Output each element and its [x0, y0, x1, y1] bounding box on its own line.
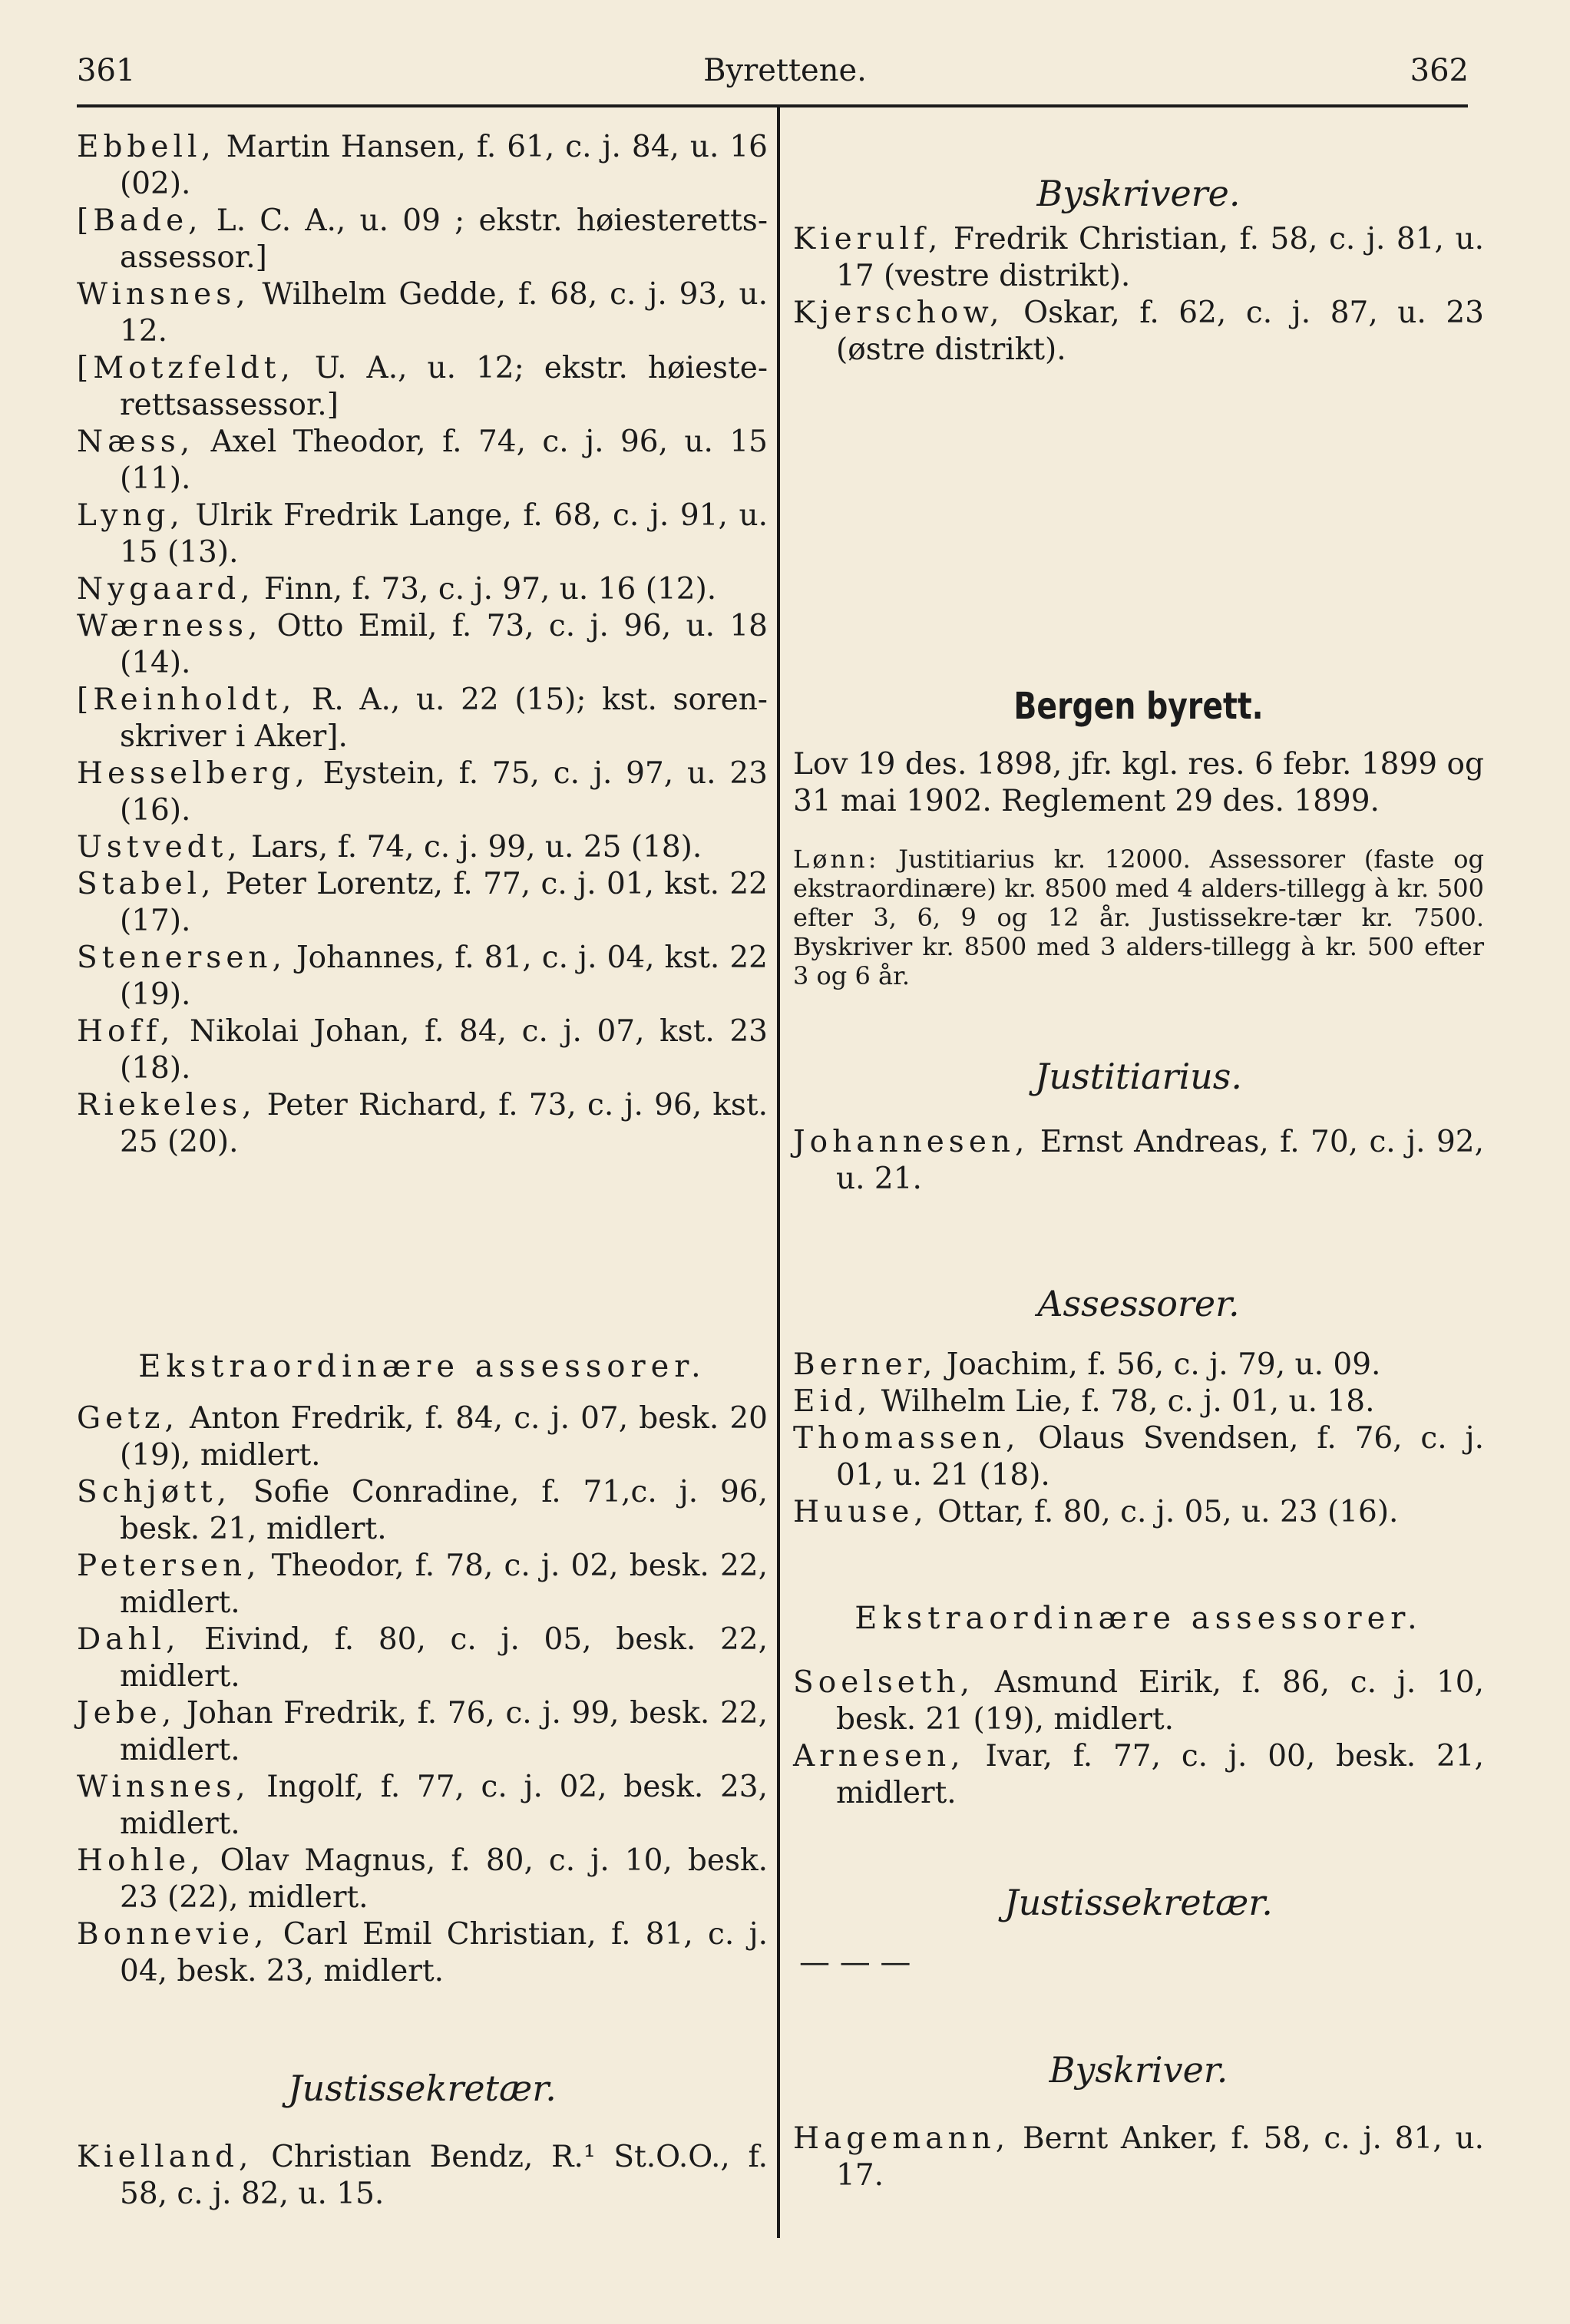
- list-item: [793, 1124, 1484, 1198]
- court-title: Bergen byrett.: [1013, 685, 1264, 728]
- entry-details: Sofie Conradine, f. 71,c. j. 96, besk. 21, midlert.: [120, 1475, 768, 1546]
- extraordinary-assessor-list: [77, 1400, 768, 1990]
- entry-details: Ernst Andreas, f. 70, c. j. 92, u. 21.: [836, 1125, 1484, 1196]
- list-item: [77, 1769, 768, 1843]
- section-heading-byskriver: Byskriver.: [1049, 2049, 1228, 2091]
- list-item: [77, 1622, 768, 1695]
- section-heading-assessorer: Assessorer.: [1037, 1283, 1240, 1324]
- list-item: [793, 1420, 1484, 1494]
- entry-surname: Thomassen,: [793, 1421, 1020, 1456]
- list-item: [77, 1916, 768, 1990]
- entry-details: Wilhelm Lie, f. 78, c. j. 01, u. 18.: [871, 1384, 1375, 1419]
- entry-details: Ottar, f. 80, c. j. 05, u. 23 (16).: [927, 1495, 1399, 1529]
- entry-details: Ingolf, f. 77, c. j. 02, besk. 23, midlert.: [120, 1770, 768, 1841]
- list-item: [793, 221, 1484, 295]
- entry-details: Ivar, f. 77, c. j. 00, besk. 21, midlert.: [836, 1739, 1484, 1810]
- list-item: [77, 866, 768, 940]
- entry-details: Joachim, f. 56, c. j. 79, u. 09.: [937, 1347, 1381, 1382]
- list-item: [77, 350, 768, 424]
- entry-surname: Wærness,: [77, 609, 263, 643]
- entry-surname: Johannesen,: [793, 1125, 1030, 1159]
- list-item: [793, 1738, 1484, 1812]
- section-heading-byskrivere: Byskrivere.: [1036, 173, 1241, 214]
- left-column: [77, 129, 768, 2213]
- salary-label: Lønn:: [793, 845, 880, 874]
- section-heading-extraordinary-right: Ekstraordinære assessorer.: [854, 1601, 1423, 1636]
- list-item: [77, 1087, 768, 1161]
- entry-surname: Jebe,: [77, 1696, 177, 1731]
- list-item: [77, 203, 768, 276]
- entry-details: Johan Fredrik, f. 76, c. j. 99, besk. 22, midlert.: [120, 1696, 768, 1767]
- entry-details: Martin Hansen, f. 61, c. j. 84, u. 16 (02).: [120, 130, 768, 201]
- entry-details: Theodor, f. 78, c. j. 02, besk. 22, midlert.: [120, 1549, 768, 1620]
- list-item: [77, 2139, 768, 2213]
- entry-surname: Arnesen,: [793, 1739, 965, 1774]
- entry-surname: Winsnes,: [77, 1770, 250, 1804]
- entry-details: Eystein, f. 75, c. j. 97, u. 23 (16).: [120, 756, 768, 828]
- entry-details: L. C. A., u. 09 ; ekstr. høiesteretts-assessor.]: [120, 203, 768, 275]
- section-heading-justitiarius: Justitiarius.: [1034, 1056, 1243, 1097]
- list-item: [77, 1695, 768, 1769]
- entry-details: Bernt Anker, f. 58, c. j. 81, u. 17.: [836, 2121, 1484, 2193]
- list-item: [793, 1383, 1484, 1420]
- entry-details: Oskar, f. 62, c. j. 87, u. 23 (østre distrikt).: [836, 296, 1484, 367]
- entry-surname: Bonnevie,: [77, 1917, 269, 1952]
- list-item: [793, 1494, 1484, 1531]
- list-item: [77, 1548, 768, 1622]
- entry-details: Axel Theodor, f. 74, c. j. 96, u. 15 (11).: [120, 425, 768, 496]
- assessorer-list: [793, 1347, 1484, 1531]
- list-item: [77, 940, 768, 1013]
- entry-surname: Ustvedt,: [77, 830, 242, 864]
- entry-surname: Hohle,: [77, 1843, 205, 1878]
- entry-surname: Hoff,: [77, 1014, 175, 1049]
- list-item: [77, 571, 768, 608]
- list-item: [77, 1474, 768, 1548]
- entry-details: Ulrik Fredrik Lange, f. 68, c. j. 91, u. 15 (13).: [120, 498, 768, 570]
- extraordinary-assessor-list-right: [793, 1664, 1484, 1812]
- entry-surname: Soelseth,: [793, 1665, 975, 1700]
- list-item: [77, 755, 768, 829]
- assessor-list: [77, 129, 768, 1161]
- list-item: [77, 1013, 768, 1087]
- page-number-left: 361: [77, 53, 136, 88]
- entry-surname: Schjøtt,: [77, 1475, 231, 1509]
- list-item: [77, 424, 768, 498]
- entry-surname: Hagemann,: [793, 2121, 1010, 2156]
- list-item: [793, 2121, 1484, 2194]
- entry-surname: Dahl,: [77, 1622, 180, 1657]
- entry-details: Wilhelm Gedde, f. 68, c. j. 93, u. 12.: [120, 277, 768, 349]
- entry-surname: Stenersen,: [77, 941, 286, 975]
- list-item: [77, 1843, 768, 1916]
- entry-surname: Ebbell,: [77, 130, 216, 164]
- entry-details: Olav Magnus, f. 80, c. j. 10, besk. 23 (22), midlert.: [120, 1843, 768, 1915]
- section-heading-justice-secretary-right: Justissekretær.: [1004, 1882, 1273, 1923]
- entry-surname: Nygaard,: [77, 572, 255, 607]
- entry-details: U. A., u. 12; ekstr. høieste-rettsassessor.]: [120, 351, 768, 422]
- list-item: [793, 1664, 1484, 1738]
- header-rule: [77, 104, 1468, 107]
- entry-details: Anton Fredrik, f. 84, c. j. 07, besk. 20 (19), midlert.: [120, 1401, 768, 1473]
- list-item: [793, 1347, 1484, 1383]
- entry-details: Lars, f. 74, c. j. 99, u. 25 (18).: [241, 830, 702, 864]
- entry-details: Asmund Eirik, f. 86, c. j. 10, besk. 21 (19), midlert.: [836, 1665, 1484, 1737]
- list-item: [77, 498, 768, 571]
- entry-details: Christian Bendz, R.¹ St.O.O., f. 58, c. j. 82, u. 15.: [120, 2140, 768, 2211]
- list-item: [77, 1400, 768, 1474]
- entry-surname: Petersen,: [77, 1549, 261, 1583]
- list-item: [77, 682, 768, 755]
- running-title: Byrettene.: [703, 53, 867, 88]
- entry-details: Olaus Svendsen, f. 76, c. j. 01, u. 21 (18).: [836, 1421, 1484, 1493]
- entry-surname: Stabel,: [77, 867, 216, 901]
- list-item: [793, 295, 1484, 369]
- entry-surname: Huuse,: [793, 1495, 928, 1529]
- entry-details: Fredrik Christian, f. 58, c. j. 81, u. 17 (vestre distrikt).: [836, 222, 1484, 293]
- entry-details: Eivind, f. 80, c. j. 05, besk. 22, midlert.: [120, 1622, 768, 1694]
- vacant-dashes: — — —: [799, 1945, 911, 1980]
- salary-text: Justitiarius kr. 12000. Assessorer (faste og ekstraordinære) kr. 8500 med 4 alders-tillegg à kr. 500 efter 3, 6, 9 og 12 år. Justissekre-tær kr. 7500. Byskriver kr. 8500 med 3 alders-tillegg à kr. 500 efter 3 og 6 år.: [793, 845, 1484, 990]
- entry-details: Peter Lorentz, f. 77, c. j. 01, kst. 22 (17).: [120, 867, 768, 938]
- entry-surname: Kjerschow,: [793, 296, 1004, 330]
- salary-paragraph: [793, 845, 1484, 990]
- entry-surname: Winsnes,: [77, 277, 250, 312]
- law-reference: Lov 19 des. 1898, jfr. kgl. res. 6 febr. 1899 og 31 mai 1902. Reglement 29 des. 1899.: [793, 747, 1484, 818]
- entry-details: Nikolai Johan, f. 84, c. j. 07, kst. 23 (18).: [120, 1014, 768, 1086]
- list-item: [77, 829, 768, 866]
- entry-surname: Berner,: [793, 1347, 937, 1382]
- list-item: [77, 608, 768, 682]
- entry-details: Otto Emil, f. 73, c. j. 96, u. 18 (14).: [120, 609, 768, 680]
- entry-surname: [Reinholdt,: [77, 683, 296, 717]
- page-number-right: 362: [1410, 53, 1469, 88]
- entry-surname: Kierulf,: [793, 222, 943, 256]
- byskrivere-list: [793, 221, 1484, 369]
- entry-details: R. A., u. 22 (15); kst. soren-skriver i Aker].: [120, 683, 768, 754]
- entry-surname: Riekeles,: [77, 1088, 256, 1122]
- entry-surname: Getz,: [77, 1401, 179, 1436]
- entry-details: Finn, f. 73, c. j. 97, u. 16 (12).: [254, 572, 717, 607]
- section-heading-justice-secretary: Justissekretær.: [288, 2068, 557, 2109]
- list-item: [77, 129, 768, 203]
- entry-surname: Næss,: [77, 425, 195, 459]
- entry-surname: Hesselberg,: [77, 756, 309, 791]
- entry-details: Carl Emil Christian, f. 81, c. j. 04, besk. 23, midlert.: [120, 1917, 768, 1988]
- entry-surname: [Motzfeldt,: [77, 351, 295, 385]
- section-heading-extraordinary: Ekstraordinære assessorer.: [138, 1349, 706, 1384]
- column-divider: [777, 107, 780, 2238]
- entry-details: Peter Richard, f. 73, c. j. 96, kst. 25 (20).: [120, 1088, 768, 1159]
- entry-surname: Kielland,: [77, 2140, 253, 2174]
- list-item: [77, 276, 768, 350]
- entry-surname: [Bade,: [77, 203, 203, 238]
- entry-details: Johannes, f. 81, c. j. 04, kst. 22 (19).: [120, 941, 768, 1012]
- entry-surname: Lyng,: [77, 498, 184, 533]
- right-column: [793, 129, 1484, 2194]
- entry-surname: Eid,: [793, 1384, 872, 1419]
